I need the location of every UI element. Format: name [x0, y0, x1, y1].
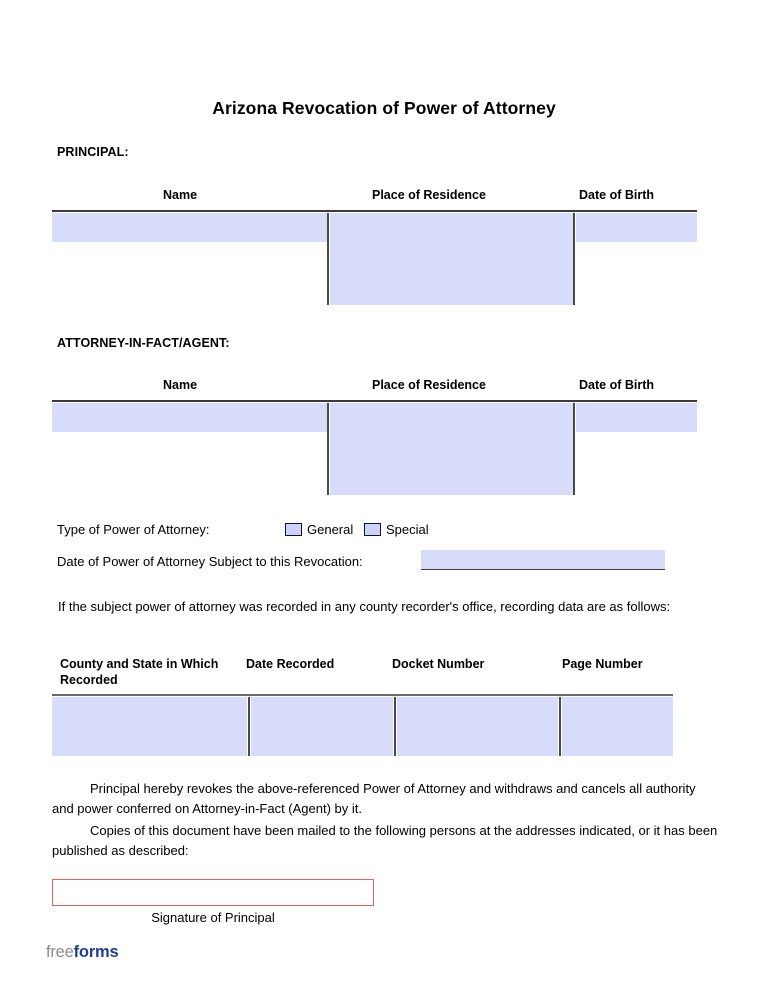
copies-paragraph: Copies of this document have been mailed to the following persons at the addresses indicated, or it has been published as described: — [52, 823, 718, 858]
checkbox-label-special[interactable]: Special — [386, 522, 429, 537]
freeforms-logo — [46, 943, 118, 962]
signature-caption: Signature of Principal — [151, 910, 275, 925]
poa-date-field[interactable] — [421, 550, 665, 570]
agent-column-header-dob: Date of Birth — [579, 378, 654, 392]
agent-column-divider-1 — [327, 403, 329, 495]
agent-name-field[interactable] — [52, 403, 327, 432]
principal-table-body — [52, 213, 697, 305]
principal-column-header-name: Name — [163, 188, 198, 202]
principal-column-divider-1 — [327, 213, 329, 305]
agent-column-divider-2 — [573, 403, 575, 495]
revocation-paragraph: Principal hereby revokes the above-referenced Power of Attorney and withdraws and cancels all authority and power conferred on Attorney-in-Fact (Agent) by it. — [52, 781, 696, 816]
poa-date-label: Date of Power of Attorney Subject to this Revocation: — [57, 554, 363, 569]
agent-place-field[interactable] — [330, 403, 573, 495]
recording-column-header-docket: Docket Number — [392, 657, 485, 671]
principal-column-header-dob: Date of Birth — [579, 188, 654, 202]
checkbox-general[interactable] — [285, 523, 302, 536]
checkbox-label-general[interactable]: General — [307, 522, 354, 537]
principal-column-divider-2 — [573, 213, 575, 305]
recording-table-header-row — [52, 656, 673, 694]
principal-section-heading: PRINCIPAL: — [57, 145, 129, 159]
principal-name-field[interactable] — [52, 213, 327, 242]
recording-column-header-page: Page Number — [562, 657, 643, 671]
recording-table — [52, 656, 673, 694]
signature-field[interactable] — [52, 879, 374, 906]
agent-table — [52, 378, 697, 399]
principal-table — [52, 188, 697, 209]
agent-section-heading: ATTORNEY-IN-FACT/AGENT: — [57, 336, 230, 350]
agent-table-body — [52, 403, 697, 495]
recording-column-divider-2 — [394, 697, 396, 756]
recording-table-rule — [52, 694, 673, 696]
recording-county-field[interactable] — [52, 697, 247, 756]
agent-table-header-row — [52, 378, 697, 399]
principal-table-rule — [52, 210, 697, 212]
logo-text-forms: forms — [73, 943, 119, 961]
recording-column-divider-1 — [248, 697, 250, 756]
principal-table-header-row — [52, 188, 697, 209]
logo-text-free: free — [46, 943, 74, 961]
principal-column-header-place: Place of Residence — [372, 188, 486, 202]
agent-column-header-name: Name — [163, 378, 198, 392]
recording-docket-field[interactable] — [397, 697, 558, 756]
recording-intro-paragraph: If the subject power of attorney was recorded in any county recorder's office, recording data are as follows: — [58, 599, 671, 614]
principal-place-field[interactable] — [330, 213, 573, 305]
recording-date-field[interactable] — [251, 697, 393, 756]
page-title: Arizona Revocation of Power of Attorney — [212, 98, 556, 118]
poa-type-label: Type of Power of Attorney: — [57, 522, 210, 537]
recording-page-field[interactable] — [562, 697, 673, 756]
agent-dob-field[interactable] — [576, 403, 697, 432]
poa-type-row — [57, 522, 717, 540]
recording-table-body — [52, 697, 673, 756]
poa-date-row — [57, 554, 717, 576]
recording-column-header-county: County and State in Which Recorded — [60, 657, 219, 687]
agent-column-header-place: Place of Residence — [372, 378, 486, 392]
agent-table-rule — [52, 400, 697, 402]
checkbox-special[interactable] — [364, 523, 381, 536]
recording-column-divider-3 — [559, 697, 561, 756]
principal-dob-field[interactable] — [576, 213, 697, 242]
recording-column-header-date: Date Recorded — [246, 657, 335, 671]
